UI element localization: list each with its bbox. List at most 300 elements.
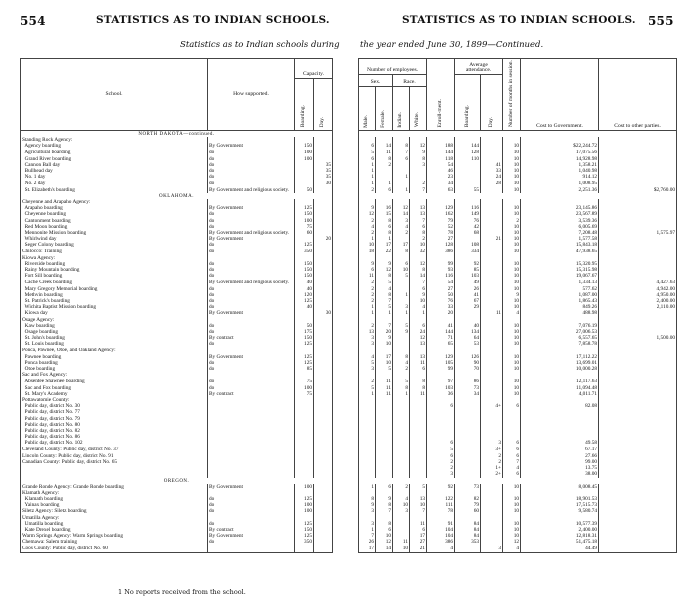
female-cell: 8 (376, 156, 393, 162)
white-cell: 3 (410, 162, 427, 168)
how-supported-cell: do (208, 174, 295, 180)
school-name-cell: Siletz Agency: Siletz boarding (21, 508, 208, 514)
attendance-day-cell: 28 (481, 181, 503, 187)
school-name-cell: Pawnee boarding (21, 354, 208, 360)
cost-government-cell: 9,580.74 (521, 508, 599, 514)
cost-government-cell: 10,577.39 (521, 521, 599, 527)
capacity-boarding-header: Boarding. (295, 79, 314, 131)
enrollment-cell: 63 (427, 187, 455, 193)
how-supported-cell: By contract (208, 527, 295, 533)
school-name-cell: Kiowa day (21, 310, 208, 316)
enrollment-cell: 36 (427, 391, 455, 397)
school-name-cell: No. 1 day (21, 174, 208, 180)
enrollment-cell: 54 (427, 162, 455, 168)
months-cell: 10 (503, 329, 521, 335)
how-supported-cell: By Government (208, 354, 295, 360)
white-cell: 8 (410, 267, 427, 273)
left-table-body (21, 131, 333, 553)
how-supported-cell: By Government and religious society. (208, 230, 295, 236)
enrollment-cell: 27 (427, 236, 455, 242)
white-cell: 1 (410, 310, 427, 316)
months-cell: 10 (503, 162, 521, 168)
months-cell: 10 (503, 502, 521, 508)
how-supported-cell: By Government (208, 310, 295, 316)
enrollment-cell: 91 (427, 521, 455, 527)
cost-government-cell: 23,145.86 (521, 205, 599, 211)
capacity-boarding-cell: 150 (295, 267, 314, 273)
section-heading: OREGON. (21, 478, 333, 484)
how-supported-cell: By Government (208, 236, 295, 242)
male-cell: 1 (359, 162, 376, 168)
indian-cell: 3 (393, 218, 410, 224)
school-name-cell: Whirlwind day (21, 236, 208, 242)
how-supported-cell: do (208, 162, 295, 168)
school-name-cell: Absentee Shawnee boarding (21, 379, 208, 385)
school-name-cell: Grand River boarding (21, 156, 208, 162)
attendance-boarding-cell: 70 (455, 366, 481, 372)
attendance-boarding-cell: 86 (455, 379, 481, 385)
how-supported-column-header: How supported. (208, 59, 295, 131)
school-name-cell: Public day, district No. 102 (21, 440, 208, 446)
female-cell: 10 (376, 341, 393, 347)
attendance-boarding-cell: 84 (455, 527, 481, 533)
male-cell: 2 (359, 292, 376, 298)
white-cell: 6 (410, 286, 427, 292)
enrollment-cell: 46 (427, 168, 455, 174)
months-cell: 10 (503, 230, 521, 236)
white-cell: 9 (410, 292, 427, 298)
female-cell: 7 (376, 298, 393, 304)
cost-government-cell: 1,358.21 (521, 162, 599, 168)
employees-header: Number of employees. (359, 59, 427, 75)
school-name-cell: Grande Ronde Agency: Grande Ronde boarding (21, 484, 208, 490)
indian-cell: 14 (393, 211, 410, 217)
capacity-boarding-cell: 85 (295, 366, 314, 372)
attendance-day-cell: 1+ (481, 465, 503, 471)
enrollment-cell: 162 (427, 211, 455, 217)
female-cell: 6 (376, 484, 393, 490)
attendance-boarding-cell: 55 (455, 187, 481, 193)
white-cell: 9 (410, 150, 427, 156)
left-schools-table (20, 58, 333, 553)
table-row (359, 546, 677, 553)
capacity-boarding-cell: 75 (295, 379, 314, 385)
enrollment-cell: 33 (427, 304, 455, 310)
cost-government-header: Cost to Government. (521, 59, 599, 131)
attendance-day-cell: 3 (481, 546, 503, 553)
enrollment-cell: 52 (427, 224, 455, 230)
enrollment-cell: 118 (427, 156, 455, 162)
indian-cell: 12 (393, 205, 410, 211)
cost-government-cell: 1,865.43 (521, 298, 599, 304)
male-cell: 1 (359, 391, 376, 397)
white-cell: 8 (410, 385, 427, 391)
race-header: Race. (393, 75, 427, 87)
how-supported-cell: do (208, 261, 295, 267)
months-cell: 6 (503, 403, 521, 409)
school-name-cell: Mary Gregory Memorial boarding (21, 286, 208, 292)
female-cell: 8 (376, 273, 393, 279)
attendance-day-cell: 33 (481, 168, 503, 174)
how-supported-cell: do (208, 249, 295, 255)
how-supported-cell: do (208, 286, 295, 292)
how-supported-cell: do (208, 156, 295, 162)
white-cell: 7 (410, 508, 427, 514)
months-cell: 10 (503, 280, 521, 286)
male-cell: 7 (359, 533, 376, 539)
school-name-cell: Yainax boarding (21, 502, 208, 508)
indian-cell: 8 (393, 249, 410, 255)
attendance-day-header: Day. (481, 75, 503, 131)
female-cell: 7 (376, 508, 393, 514)
how-supported-cell: do (208, 304, 295, 310)
how-supported-cell: By Government (208, 533, 295, 539)
female-cell: 5 (376, 280, 393, 286)
attendance-boarding-cell: 64 (455, 335, 481, 341)
female-cell: 8 (376, 502, 393, 508)
months-cell: 10 (503, 249, 521, 255)
months-cell: 10 (503, 261, 521, 267)
left-page-number: 554 (20, 14, 46, 28)
female-cell: 17 (376, 242, 393, 248)
enrollment-cell: 54 (427, 280, 455, 286)
cost-government-cell: 13.75 (521, 465, 599, 471)
months-cell: 10 (503, 508, 521, 514)
indian-cell: 5 (393, 323, 410, 329)
white-cell: 21 (410, 546, 427, 553)
female-cell: 15 (376, 211, 393, 217)
enrollment-cell: 129 (427, 354, 455, 360)
attendance-boarding-cell: 82 (455, 496, 481, 502)
cost-government-cell: 67.17 (521, 447, 599, 453)
cost-government-cell: 849.26 (521, 304, 599, 310)
indian-cell: 1 (393, 174, 410, 180)
school-name-cell: Mennonite Mission boarding (21, 230, 208, 236)
cost-other-cell: 1,575.97 (599, 230, 677, 236)
white-cell: 5 (410, 484, 427, 490)
cost-other-cell: $2,760.00 (599, 187, 677, 193)
cost-government-cell: 4,011.71 (521, 391, 599, 397)
enrollment-cell: 144 (427, 329, 455, 335)
school-name-cell: Pottawatomie County: (21, 397, 208, 403)
cost-government-cell: 18,901.53 (521, 496, 599, 502)
school-name-cell: Umatilla boarding (21, 521, 208, 527)
indian-cell: 2 (393, 484, 410, 490)
how-supported-cell: By contract (208, 335, 295, 341)
how-supported-cell: By Government and religious society. (208, 280, 295, 286)
school-name-cell: Rainy Mountain boarding (21, 267, 208, 273)
cost-government-cell: 15,315.98 (521, 267, 599, 273)
school-name-cell: Cheyenne and Arapaho Agency: (21, 199, 208, 205)
capacity-day-cell: 20 (314, 236, 333, 242)
male-cell: 4 (359, 224, 376, 230)
enrollment-cell: 78 (427, 508, 455, 514)
footnote: 1 No reports received from the school. (118, 588, 246, 596)
school-name-cell: Bullhead day (21, 168, 208, 174)
female-cell: 14 (376, 143, 393, 149)
cost-government-cell: 38.00 (521, 471, 599, 477)
male-cell: 1 (359, 236, 376, 242)
female-cell: 8 (376, 292, 393, 298)
cost-government-cell: 1,040.98 (521, 168, 599, 174)
female-cell: 10 (376, 360, 393, 366)
enrollment-cell: 386 (427, 539, 455, 545)
male-cell: 6 (359, 156, 376, 162)
capacity-boarding-cell: 150 (295, 527, 314, 533)
male-cell: 5 (359, 385, 376, 391)
indian-cell: 2 (393, 366, 410, 372)
cost-government-cell: 488.98 (521, 310, 599, 316)
attendance-boarding-cell: 60 (455, 508, 481, 514)
school-name-cell: Osage boarding (21, 329, 208, 335)
enrollment-cell: 104 (427, 533, 455, 539)
months-cell: 6 (503, 447, 521, 453)
school-name-cell: Fort Sill boarding (21, 273, 208, 279)
attendance-boarding-cell: 116 (455, 205, 481, 211)
white-cell: 24 (410, 329, 427, 335)
school-name-cell: Lincoln County: Public day, district No. 91 (21, 453, 208, 459)
enrollment-cell: 50 (427, 292, 455, 298)
capacity-boarding-cell: 100 (295, 502, 314, 508)
attendance-day-cell: 41 (481, 162, 503, 168)
male-cell: 3 (359, 521, 376, 527)
capacity-boarding-cell: 125 (295, 242, 314, 248)
capacity-boarding-cell: 75 (295, 224, 314, 230)
cost-government-cell: 12,818.31 (521, 533, 599, 539)
indian-cell: 3 (393, 304, 410, 310)
section-spacer (359, 131, 677, 138)
white-cell: 11 (410, 521, 427, 527)
school-name-cell: Public day, district No. 79 (21, 416, 208, 422)
how-supported-cell: By Government (208, 143, 295, 149)
how-supported-cell: do (208, 341, 295, 347)
capacity-boarding-cell: 150 (295, 211, 314, 217)
attendance-boarding-cell: 49 (455, 280, 481, 286)
cost-other-cell (599, 546, 677, 553)
school-name-cell: St. Louis boarding (21, 341, 208, 347)
capacity-boarding-cell: 125 (295, 354, 314, 360)
enrollment-cell: 99 (427, 366, 455, 372)
cost-government-cell: 19,067.67 (521, 273, 599, 279)
capacity-boarding-cell: 350 (295, 539, 314, 545)
months-cell: 4 (503, 310, 521, 316)
months-cell: 6 (503, 471, 521, 477)
white-cell: 12 (410, 261, 427, 267)
female-cell: 2 (376, 162, 393, 168)
male-cell: 12 (359, 211, 376, 217)
months-cell: 10 (503, 211, 521, 217)
male-header: Male. (359, 87, 376, 131)
male-cell: 1 (359, 181, 376, 187)
cost-other-cell: 2,400.00 (599, 298, 677, 304)
school-name-cell: Wichita Baptist Mission boarding (21, 304, 208, 310)
white-cell: 10 (410, 298, 427, 304)
female-cell: 8 (376, 218, 393, 224)
how-supported-cell: do (208, 539, 295, 545)
capacity-boarding-cell: 100 (295, 385, 314, 391)
attendance-boarding-cell: 26 (455, 286, 481, 292)
table-row (359, 131, 677, 138)
white-cell: 4 (410, 304, 427, 310)
right-table-body (359, 131, 677, 553)
white-cell: 8 (410, 379, 427, 385)
female-cell: 7 (376, 323, 393, 329)
attendance-boarding-cell: 334 (455, 249, 481, 255)
female-cell: 10 (376, 533, 393, 539)
male-cell: 1 (359, 174, 376, 180)
cost-government-cell: 10,000.28 (521, 366, 599, 372)
school-name-cell: Ponca, Pawnee, Otoe, and Oakland Agency: (21, 348, 208, 354)
female-cell: 6 (376, 187, 393, 193)
capacity-boarding-cell: 100 (295, 156, 314, 162)
enrollment-cell: 5 (427, 447, 455, 453)
enrollment-cell: 92 (427, 484, 455, 490)
female-cell: 11 (376, 391, 393, 397)
enrollment-cell: 76 (427, 298, 455, 304)
school-name-cell: Otoe boarding (21, 366, 208, 372)
white-cell: 10 (410, 502, 427, 508)
female-cell: 17 (376, 354, 393, 360)
cost-government-cell: 15,320.95 (521, 261, 599, 267)
attendance-boarding-cell: 68 (455, 230, 481, 236)
school-column-header: School. (21, 59, 208, 131)
capacity-day-cell: 35 (314, 174, 333, 180)
indian-cell: 4 (393, 496, 410, 502)
months-cell: 10 (503, 385, 521, 391)
cost-government-cell: 17,515.73 (521, 502, 599, 508)
female-header: Female. (376, 87, 393, 131)
cost-other-cell: 4,942.00 (599, 286, 677, 292)
capacity-day-cell: 35 (314, 168, 333, 174)
months-cell: 10 (503, 174, 521, 180)
white-cell: 12 (410, 335, 427, 341)
months-cell: 10 (503, 224, 521, 230)
indian-cell: 8 (393, 143, 410, 149)
left-running-title: STATISTICS AS TO INDIAN SCHOOLS. (96, 14, 330, 26)
white-cell: 6 (410, 323, 427, 329)
cost-government-cell: 7,858.78 (521, 341, 599, 347)
attendance-boarding-cell: 29 (455, 304, 481, 310)
capacity-boarding-cell: 125 (295, 205, 314, 211)
school-name-cell: Sac and Fox Agency: (21, 372, 208, 378)
school-name-cell: Cantonment boarding (21, 218, 208, 224)
cost-government-cell: 1,008.95 (521, 181, 599, 187)
indian-cell: 8 (393, 354, 410, 360)
white-cell: 2 (410, 181, 427, 187)
months-cell: 10 (503, 391, 521, 397)
attendance-day-cell: 3 (481, 440, 503, 446)
female-cell: 9 (376, 261, 393, 267)
male-cell: 3 (359, 366, 376, 372)
sex-header: Sex. (359, 75, 393, 87)
months-cell: 10 (503, 484, 521, 490)
indian-header: Indian. (393, 87, 410, 131)
capacity-day-cell: 30 (314, 181, 333, 187)
cost-government-cell: 1,577.58 (521, 236, 599, 242)
enrollment-cell: 6 (427, 440, 455, 446)
enrollment-cell: 6 (427, 453, 455, 459)
white-cell: 7 (410, 218, 427, 224)
male-cell: 13 (359, 329, 376, 335)
indian-cell: 3 (393, 508, 410, 514)
cost-government-cell: 2,400.00 (521, 527, 599, 533)
white-cell: 13 (410, 211, 427, 217)
school-name-cell: Warm Springs Agency: Warm Springs boarding (21, 533, 208, 539)
male-cell: 1 (359, 527, 376, 533)
months-cell: 10 (503, 335, 521, 341)
capacity-boarding-cell: 125 (295, 341, 314, 347)
cost-government-cell: 2,251.36 (521, 187, 599, 193)
school-name-cell: Kate Drexel boarding (21, 527, 208, 533)
enrollment-cell: 122 (427, 496, 455, 502)
male-cell: 9 (359, 205, 376, 211)
capacity-boarding-cell: 100 (295, 484, 314, 490)
female-cell: 12 (376, 267, 393, 273)
capacity-boarding-cell: 175 (295, 329, 314, 335)
school-name-cell: Cleveland County: Public day, district No. 37 (21, 447, 208, 453)
enrollment-cell: 144 (427, 150, 455, 156)
male-cell: 2 (359, 379, 376, 385)
capacity-day-cell: 35 (314, 162, 333, 168)
school-name-cell: St. John's boarding (21, 335, 208, 341)
cost-government-cell: 27,006.53 (521, 329, 599, 335)
attendance-boarding-cell: 42 (455, 224, 481, 230)
male-cell: 2 (359, 323, 376, 329)
female-cell: 8 (376, 521, 393, 527)
male-cell: 11 (359, 273, 376, 279)
enrollment-cell: 188 (427, 143, 455, 149)
white-cell: 7 (410, 280, 427, 286)
attendance-day-cell: 4+ (481, 403, 503, 409)
how-supported-cell: do (208, 267, 295, 273)
school-name-cell: Cheyenne boarding (21, 211, 208, 217)
cost-government-cell: 17,112.22 (521, 354, 599, 360)
enrollment-cell: 93 (427, 267, 455, 273)
enrollment-cell: 71 (427, 335, 455, 341)
white-cell: 14 (410, 273, 427, 279)
attendance-boarding-cell: 92 (455, 261, 481, 267)
how-supported-cell: do (208, 329, 295, 335)
white-cell: 13 (410, 354, 427, 360)
table-row (21, 546, 333, 553)
months-cell: 10 (503, 527, 521, 533)
capacity-boarding-cell: 40 (295, 304, 314, 310)
months-cell: 2 (503, 218, 521, 224)
how-supported-cell: By Government and religious society. (208, 187, 295, 193)
indian-cell: 6 (393, 261, 410, 267)
months-cell: 10 (503, 521, 521, 527)
white-cell: 11 (410, 391, 427, 397)
right-running-title: STATISTICS AS TO INDIAN SCHOOLS. (402, 14, 636, 26)
months-cell: 10 (503, 168, 521, 174)
cost-government-cell: $22,244.72 (521, 143, 599, 149)
attendance-boarding-cell: 53 (455, 341, 481, 347)
months-cell: 4 (503, 546, 521, 553)
enrollment-cell: 103 (427, 385, 455, 391)
attendance-boarding-cell: 76 (455, 218, 481, 224)
cost-other-cell: 2,110.00 (599, 304, 677, 310)
female-cell: 1 (376, 236, 393, 242)
school-name-cell: Arapaho boarding (21, 205, 208, 211)
indian-cell: 1 (393, 391, 410, 397)
attendance-boarding-cell: 126 (455, 354, 481, 360)
enrollment-cell: 104 (427, 527, 455, 533)
indian-cell: 6 (393, 156, 410, 162)
attendance-day-cell: 24 (481, 174, 503, 180)
how-supported-cell: do (208, 242, 295, 248)
male-cell: 26 (359, 539, 376, 545)
female-cell: 12 (376, 539, 393, 545)
